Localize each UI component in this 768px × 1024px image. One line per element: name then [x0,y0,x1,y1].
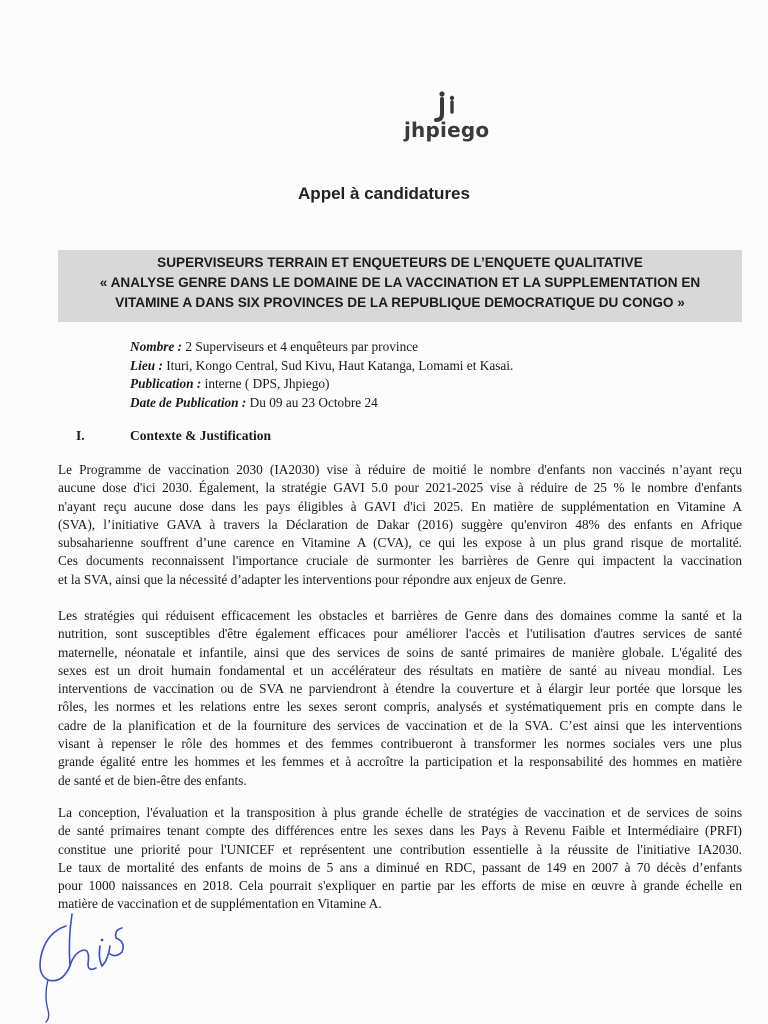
text-line: visant à repenser le rôle des hommes et des femmes contribueront à transformer les normes sociales vers une plus [58,736,742,752]
paragraph-3 [58,804,742,914]
text-line: cadre de la planification et de la fourniture des services de vaccination et de la SVA. C’est ainsi que les interventions [58,717,742,733]
meta-value: 2 Superviseurs et 4 enquêteurs par province [182,339,419,354]
job-meta [130,338,513,412]
banner-line: VITAMINE A DANS SIX PROVINCES DE LA REPUBLIQUE DEMOCRATIQUE DU CONGO » [115,295,685,310]
text-line: constitue une priorité pour l'UNICEF et représentent une contribution essentielle à la réussite de l'initiative IA2030. [58,841,742,857]
section-number: I. [76,428,85,443]
text-line: rôles, les normes et les relations entre les sexes seront compris, analysés et systématiquement pris en compte dans le [58,699,742,715]
meta-date [130,394,513,413]
text-line: Les stratégies qui réduisent efficacement les obstacles et barrières de Genre dans des domaines comme la santé et la [58,608,742,623]
text-line: grande égalité entre les hommes et les femmes et à accroître la participation et la responsabilité des hommes en matière [58,754,742,770]
text-line: (SVA), l’initiative GAVA à travers la Déclaration de Dakar (2016) suggère qu'environ 48% des enfants en Afrique [58,516,742,532]
paragraph-1 [58,461,742,589]
text-line: matière de vaccination et de supplémentation en Vitamine A. [58,896,382,912]
meta-label: Date de Publication : [130,394,247,410]
meta-label: Publication : [130,376,202,391]
section-heading [76,428,271,444]
text-line: La conception, l'évaluation et la transposition à plus grande échelle de stratégies de vaccination et de services de soins [58,805,742,820]
text-line: Le Programme de vaccination 2030 (IA2030) vise à réduire de moitié le nombre d'enfants non vaccinés n’ayant reçu [58,462,742,477]
text-line: pour 1000 naissances en 2018. Cela pourrait s'expliquer en partie par les efforts de mise en œuvre à grande échelle en [58,878,742,894]
text-line: subsaharienne souffrent d’une carence en Vitamine A (CVA), ce qui les expose à un plus grand risque de mortalité. [58,535,742,551]
text-line: sexes est un droit humain fondamental et un accélérateur des résultats en matière de santé au niveau mondial. Les [58,662,742,678]
text-line: nutrition, sont susceptibles d'être également efficaces pour améliorer l'accès et l'utilisation d'autres services de santé [58,626,742,642]
text-line: maternelle, néonatale et infantile, ainsi que des services de soins de santé primaires de manière globale. L'égalité des [58,644,742,660]
meta-value: Ituri, Kongo Central, Sud Kivu, Haut Katanga, Lomami et Kasai. [162,357,514,373]
meta-label: Nombre : [130,339,183,354]
section-title: Contexte & Justification [130,428,271,443]
meta-nombre [130,338,513,357]
paragraph-2 [58,607,742,790]
jhpiego-logo [404,90,514,152]
meta-value: Du 09 au 23 Octobre 24 [246,394,378,410]
page-title: Appel à candidatures [298,184,470,203]
meta-publication [130,375,513,394]
text-line: Le taux de mortalité des enfants de moins de 5 ans a diminué en RDC, passant de 149 en 2007 à 70 décès d’enfants [58,859,742,875]
text-line: aucune dose d'ici 2030. Également, la stratégie GAVI 5.0 pour 2021-2025 vise à réduire de 25 % le nombre d'enfants [58,480,742,496]
banner-line: SUPERVISEURS TERRAIN ET ENQUETEURS DE L’ENQUETE QUALITATIVE [157,255,643,270]
meta-lieu [130,357,513,376]
text-line: de santé et de bien-être des enfants. [58,772,247,788]
text-line: de santé primaires tenant compte des différences entre les sexes dans les Pays à Revenu Faible et Intermédiaire (PRFI) [58,823,742,839]
text-line: Ces documents reconnaissent l'importance cruciale de surmonter les barrières de Genre qui impactent la vaccination [58,553,742,569]
text-line: interventions de vaccination ou de SVA ne parviendront à étendre la couverture et à élargir leur portée que lorsque les [58,681,742,697]
jhpiego-wordmark: jhpiego [404,118,490,142]
text-line: et la SVA, ainsi que la nécessité d’adapter les interventions pour répondre aux enjeux de Genre. [58,571,567,587]
signature-icon [18,900,138,1024]
meta-value: interne ( DPS, Jhpiego) [201,376,330,391]
title-banner [58,250,742,322]
text-line: n'ayant reçu aucune dose dans les pays éligibles à GAVI d'ici 2025. En matière de supplémentation en Vitamine A [58,498,742,514]
banner-line: « ANALYSE GENRE DANS LE DOMAINE DE LA VACCINATION ET LA SUPPLEMENTATION EN [99,275,701,290]
meta-label: Lieu : [130,357,163,373]
